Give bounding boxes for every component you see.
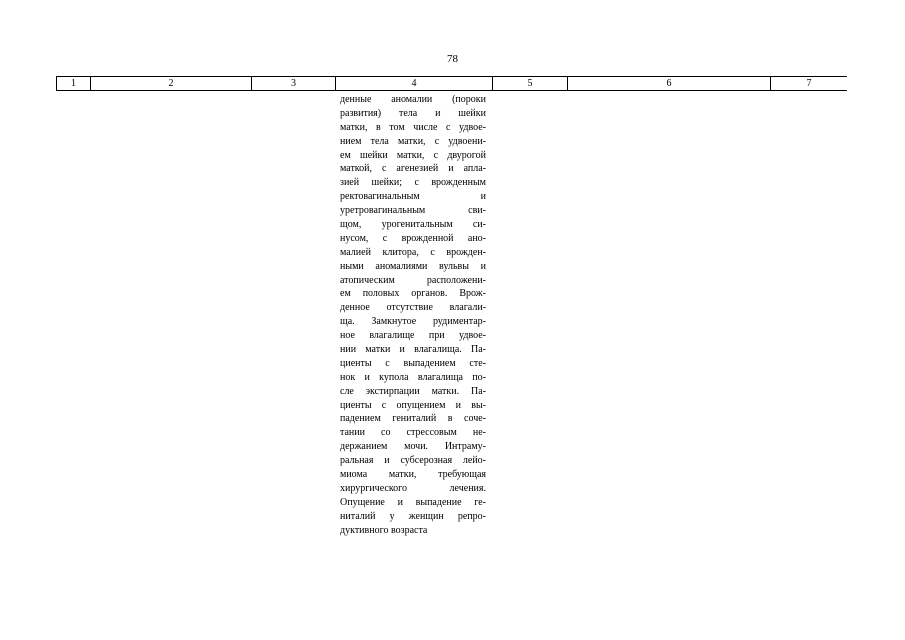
text-line: тании со стрессовым не- (340, 427, 486, 439)
text-line: Опущение и выпадение ге- (340, 496, 486, 508)
text-line: ными аномалиями вульвы и (340, 260, 486, 272)
text-line: дуктивного возраста (340, 524, 428, 536)
text-line: щом, урогенитальным си- (340, 219, 486, 231)
page-number: 78 (447, 53, 458, 65)
text-line: циенты с выпадением сте- (340, 357, 486, 369)
column-header-4: 4 (336, 77, 493, 90)
text-line: нусом, с врожденной ано- (340, 232, 486, 244)
text-line: развития) тела и шейки (340, 107, 486, 119)
text-line: ное влагалище при удвое- (340, 330, 486, 342)
text-line: хирургического лечения. (340, 482, 486, 494)
text-line: циенты с опущением и вы- (340, 399, 486, 411)
header-row (56, 77, 847, 90)
column-header-5: 5 (493, 77, 568, 90)
text-line: матки, в том числе с удвое- (340, 121, 486, 133)
text-line: держанием мочи. Интраму- (340, 441, 486, 453)
text-line: нии матки и влагалища. Па- (340, 344, 486, 356)
column-header-2: 2 (91, 77, 252, 90)
text-line: нок и купола влагалища по- (340, 371, 486, 383)
text-line: атопическим расположени- (340, 274, 486, 286)
table-header (56, 76, 847, 91)
text-line: падением гениталий в соче- (340, 413, 486, 425)
text-line: денное отсутствие влагали- (340, 302, 486, 314)
column-header-1: 1 (56, 77, 91, 90)
text-line: ректовагинальным и (340, 191, 486, 203)
text-line: ем половых органов. Врож- (340, 288, 486, 300)
text-line: уретровагинальным сви- (340, 205, 486, 217)
text-line: маткой, с агенезией и апла- (340, 163, 486, 175)
text-line: сле экстирпации матки. Па- (340, 385, 486, 397)
column-header-6: 6 (568, 77, 771, 90)
column-header-3: 3 (252, 77, 336, 90)
column-4-cell-text (340, 93, 486, 538)
text-line: денные аномалии (пороки (340, 94, 486, 105)
text-line: малией клитора, с врожден- (340, 246, 486, 258)
text-line: зией шейки; с врожденным (340, 177, 486, 189)
text-line: нием тела матки, с удвоени- (340, 135, 486, 147)
column-header-7: 7 (806, 78, 812, 89)
text-line: миома матки, требующая (340, 469, 486, 481)
text-line: ральная и субсерозная лейо- (340, 455, 486, 467)
text-line: ща. Замкнутое рудиментар- (340, 316, 486, 328)
text-line: ниталий у женщин репро- (340, 510, 486, 522)
text-line: ем шейки матки, с двурогой (340, 149, 486, 161)
